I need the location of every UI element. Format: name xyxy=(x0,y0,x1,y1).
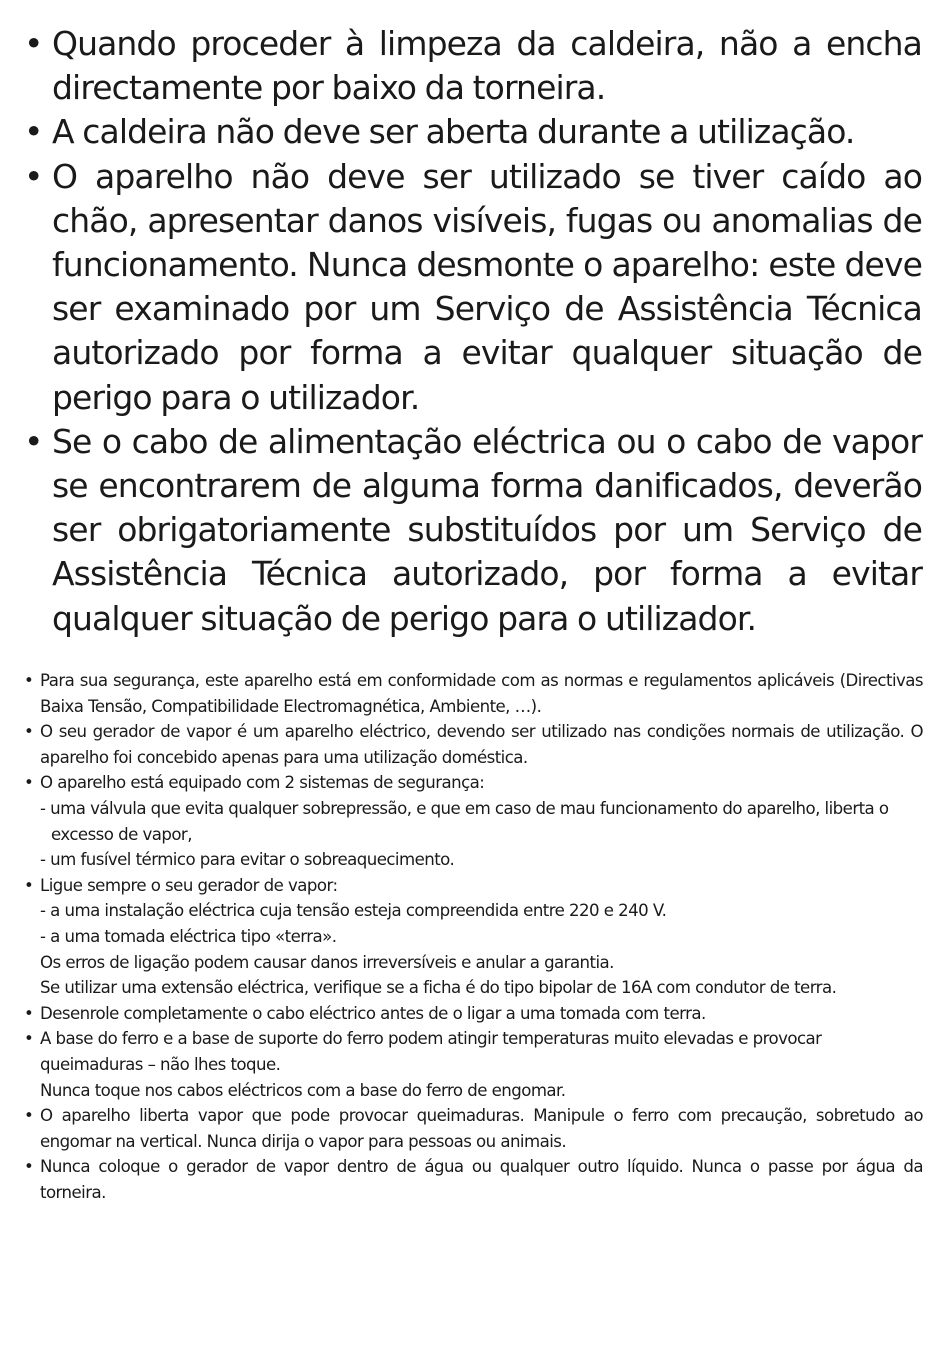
instruction-sub-item: - a uma instalação eléctrica cuja tensão esteja compreendida entre 220 e 240 V. xyxy=(40,901,667,921)
warning-text: A caldeira não deve ser aberta durante a utilização. xyxy=(52,112,855,152)
bullet-icon: • xyxy=(24,24,43,63)
bullet-icon: • xyxy=(24,773,34,793)
instruction-sub-item: - a uma tomada eléctrica tipo «terra». xyxy=(40,926,337,946)
bullet-icon: • xyxy=(24,1106,34,1126)
warnings-list-large xyxy=(24,22,922,641)
instruction-text: Para sua segurança, este aparelho está em conformidade com as normas e regulamentos aplicáveis (Directivas Baixa Tensão, Compatibilidade Electromagnética, Ambiente, …). xyxy=(40,671,923,716)
bullet-icon: • xyxy=(24,421,43,461)
instruction-text: A base do ferro e a base de suporte do ferro podem atingir temperaturas muito elevadas e provocar queimaduras – não lhes toque. xyxy=(40,1029,822,1074)
instruction-note: Os erros de ligação podem causar danos irreversíveis e anular a garantia. xyxy=(40,952,614,972)
bullet-icon: • xyxy=(24,722,34,742)
list-item xyxy=(24,873,923,1001)
list-item xyxy=(24,1103,923,1154)
instruction-text: Desenrole completamente o cabo eléctrico antes de o ligar a uma tomada com terra. xyxy=(40,1003,706,1023)
instruction-intro: O aparelho está equipado com 2 sistemas de segurança: xyxy=(40,773,485,793)
bullet-icon: • xyxy=(24,1157,34,1177)
warning-text: Se o cabo de alimentação eléctrica ou o cabo de vapor se encontrarem de alguma forma danificados, deverão ser obrigatoriamente substituídos por um Serviço de Assistência Técnica autorizado, por forma a evitar qualquer situação de perigo para o utilizador. xyxy=(52,421,922,638)
instruction-text: Nunca coloque o gerador de vapor dentro de água ou qualquer outro líquido. Nunca o passe por água da torneira. xyxy=(40,1157,923,1202)
list-item xyxy=(24,668,923,719)
warning-text: O aparelho não deve ser utilizado se tiver caído ao chão, apresentar danos visíveis, fugas ou anomalias de funcionamento. Nunca desmonte o aparelho: este deve ser examinado por um Serviço de Assistência Técnica autorizado por forma a evitar qualquer situação de perigo para o utilizador. xyxy=(52,156,922,417)
bullet-icon: • xyxy=(24,875,34,895)
safety-instructions-list xyxy=(24,668,923,1205)
instruction-intro: Ligue sempre o seu gerador de vapor: xyxy=(40,875,338,895)
instruction-sub-item: - uma válvula que evita qualquer sobrepressão, e que em caso de mau funcionamento do aparelho, liberta o excesso de vapor, xyxy=(40,798,889,844)
bullet-icon: • xyxy=(24,1003,34,1023)
instruction-note: Se utilizar uma extensão eléctrica, verifique se a ficha é do tipo bipolar de 16A com condutor de terra. xyxy=(40,978,837,998)
instruction-sub-item: - um fusível térmico para evitar o sobreaquecimento. xyxy=(40,850,455,870)
list-item xyxy=(24,155,922,420)
list-item xyxy=(24,770,923,872)
warning-text: Quando proceder à limpeza da caldeira, não a encha directamente por baixo da torneira. xyxy=(52,24,922,108)
instruction-text: O aparelho liberta vapor que pode provocar queimaduras. Manipule o ferro com precaução, sobretudo ao engomar na vertical. Nunca dirija o vapor para pessoas ou animais. xyxy=(40,1106,923,1151)
list-item xyxy=(24,1154,923,1205)
list-item xyxy=(24,1001,923,1027)
instruction-text: O seu gerador de vapor é um aparelho eléctrico, devendo ser utilizado nas condições normais de utilização. O aparelho foi concebido apenas para uma utilização doméstica. xyxy=(40,722,923,767)
list-item xyxy=(24,22,922,110)
instruction-note: Nunca toque nos cabos eléctricos com a base do ferro de engomar. xyxy=(40,1080,566,1100)
bullet-icon: • xyxy=(24,1029,34,1049)
bullet-icon: • xyxy=(24,112,43,152)
list-item xyxy=(24,1026,923,1103)
bullet-icon: • xyxy=(24,156,43,196)
list-item xyxy=(24,420,922,641)
bullet-icon: • xyxy=(24,671,34,690)
list-item xyxy=(24,110,922,154)
list-item xyxy=(24,719,923,770)
